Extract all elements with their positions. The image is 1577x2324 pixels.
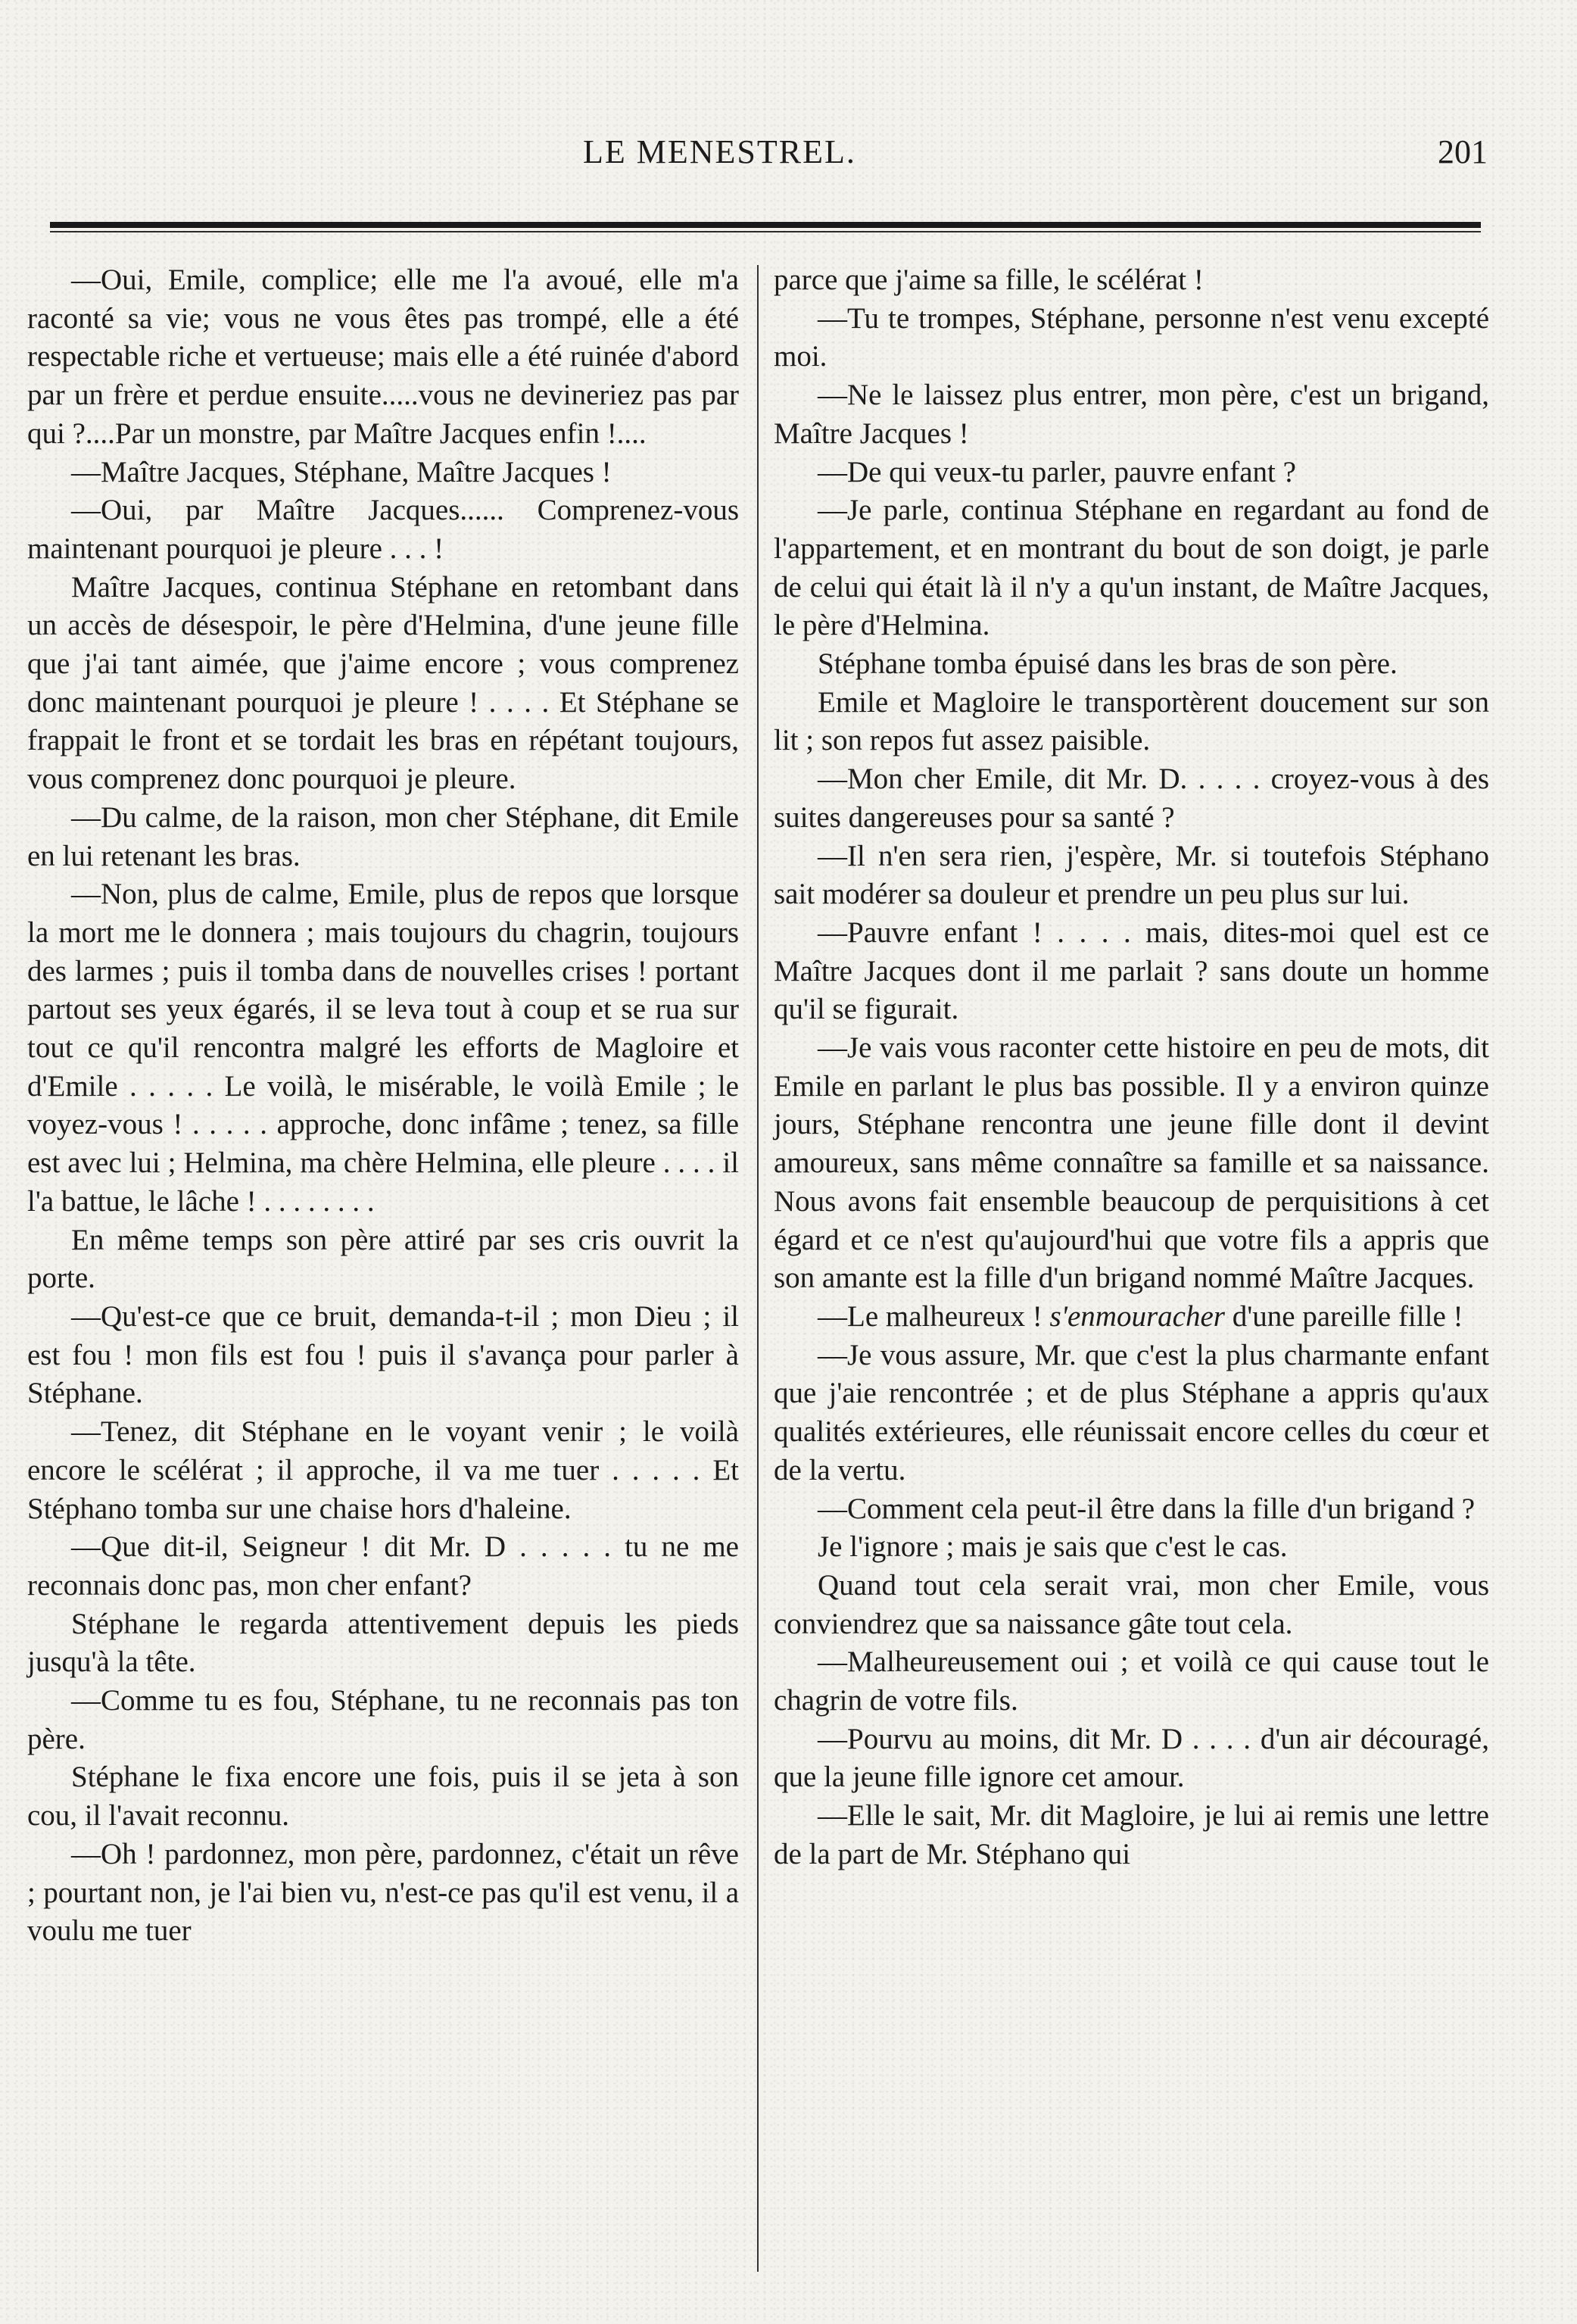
paragraph: —De qui veux-tu parler, pauvre enfant ? <box>818 455 1296 488</box>
paragraph: —Il n'en sera rien, j'espère, Mr. si toutefois Stéphano sait modérer sa douleur et prendre un peu plus sur lui. <box>774 839 1489 911</box>
paragraph: —Non, plus de calme, Emile, plus de repos que lorsque la mort me le donnera ; mais toujours du chagrin, toujours des larmes ; puis il tomba dans de nouvelles crises ! portant partout ses yeux égarés, il se leva tout à coup et se rua sur tout ce qu'il rencontra malgré les efforts de Magloire et d'Emile . . . . . Le voilà, le misérable, le voilà Emile ; le voyez-vous ! . . . . . approche, donc infâme ; tenez, sa fille est avec lui ; Helmina, ma chère Helmina, elle pleure . . . . il l'a battue, le lâche ! . . . . . . . . <box>27 878 739 1218</box>
paragraph: —Tenez, dit Stéphane en le voyant venir ; le voilà encore le scélérat ; il approche, il va me tuer . . . . . Et Stéphano tomba sur une chaise hors d'haleine. <box>27 1415 739 1525</box>
paragraph: —Je vous assure, Mr. que c'est la plus charmante enfant que j'aie rencontrée ; et de plus Stéphane a appris qu'aux qualités extérieures, elle réunissait encore celles du cœur et de la vertu. <box>774 1338 1489 1486</box>
paragraph: Emile et Magloire le transportèrent doucement sur son lit ; son repos fut assez paisible. <box>774 685 1489 757</box>
paragraph: —Mon cher Emile, dit Mr. D. . . . . croyez-vous à des suites dangereuses pour sa santé ? <box>774 763 1489 834</box>
paragraph: —Comment cela peut-il être dans la fille d'un brigand ? <box>818 1492 1475 1525</box>
paragraph: Quand tout cela serait vrai, mon cher Emile, vous conviendrez que sa naissance gâte tout cela. <box>774 1568 1489 1640</box>
paragraph: —Pauvre enfant ! . . . . mais, dites-moi quel est ce Maître Jacques dont il me parlait ? sans doute un homme qu'il se figurait. <box>774 916 1489 1026</box>
paragraph: —Elle le sait, Mr. dit Magloire, je lui ai remis une lettre de la part de Mr. Stéphano qui <box>774 1799 1489 1870</box>
paragraph: —Ne le laissez plus entrer, mon père, c'est un brigand, Maître Jacques ! <box>774 379 1489 450</box>
paragraph: En même temps son père attiré par ses cris ouvrit la porte. <box>27 1223 739 1295</box>
paragraph: —Je vais vous raconter cette histoire en peu de mots, dit Emile en parlant le plus bas possible. Il y a environ quinze jours, Stéphane rencontra une jeune fille dont il devint amoureux, sans même connaître sa famille et sa naissance. Nous avons fait ensemble beaucoup de perquisitions à cet égard et ce n'est qu'aujourd'hui que votre fils a appris que son amante est la fille d'un brigand nommé Maître Jacques. <box>774 1031 1489 1295</box>
paragraph: —Malheureusement oui ; et voilà ce qui cause tout le chagrin de votre fils. <box>774 1646 1489 1717</box>
paragraph: —Pourvu au moins, dit Mr. D . . . . d'un air découragé, que la jeune fille ignore cet amour. <box>774 1722 1489 1794</box>
paragraph: parce que j'aime sa fille, le scélérat ! <box>774 264 1204 296</box>
paragraph: —Je parle, continua Stéphane en regardant au fond de l'appartement, et en montrant du bout de son doigt, je parle de celui qui était là il n'y a qu'un instant, de Maître Jacques, le père d'Helmina. <box>774 494 1489 642</box>
page-header <box>0 133 1577 186</box>
paragraph: —Oh ! pardonnez, mon père, pardonnez, c'était un rêve ; pourtant non, je l'ai bien vu, n'est-ce pas qu'il est venu, il a voulu me tuer <box>27 1837 739 1948</box>
paragraph: Maître Jacques, continua Stéphane en retombant dans un accès de désespoir, le père d'Helmina, d'une jeune fille que j'ai tant aimée, que j'aime encore ; vous comprenez donc maintenant pourquoi je pleure ! . . . . Et Stéphane se frappait le front et se tordait les bras en répétant toujours, vous comprenez donc pourquoi je pleure. <box>27 570 739 796</box>
paragraph: —Tu te trompes, Stéphane, personne n'est venu excepté moi. <box>774 301 1489 373</box>
italic-word: s'enmouracher <box>1049 1299 1225 1333</box>
left-column <box>27 261 739 1951</box>
paragraph-text: —Le malheureux ! <box>818 1299 1050 1333</box>
paragraph: Stéphane tomba épuisé dans les bras de son père. <box>818 647 1398 681</box>
header-rule-thick <box>50 222 1481 228</box>
paragraph-text: d'une pareille fille ! <box>1224 1299 1463 1333</box>
paragraph <box>774 1298 1489 1337</box>
column-divider <box>757 265 759 2272</box>
paragraph: —Du calme, de la raison, mon cher Stéphane, dit Emile en lui retenant les bras. <box>27 800 739 872</box>
right-column <box>774 261 1489 1874</box>
masthead-title: LE MENESTREL. <box>583 133 856 170</box>
paragraph: —Qu'est-ce que ce bruit, demanda-t-il ; mon Dieu ; il est fou ! mon fils est fou ! puis il s'avança pour parler à Stéphane. <box>27 1299 739 1410</box>
paragraph: —Maître Jacques, Stéphane, Maître Jacques ! <box>71 455 612 488</box>
paragraph: Je l'ignore ; mais je sais que c'est le cas. <box>818 1530 1288 1564</box>
paragraph: —Oui, Emile, complice; elle me l'a avoué, elle m'a raconté sa vie; vous ne vous êtes pas trompé, elle a été respectable riche et vertueuse; mais elle a été ruinée d'abord par un frère et perdue ensuite.....vous ne devineriez pas par qui ?....Par un monstre, par Maître Jacques enfin !.... <box>27 264 739 450</box>
paragraph: Stéphane le fixa encore une fois, puis il se jeta à son cou, il l'avait reconnu. <box>27 1761 739 1833</box>
page-number: 201 <box>1438 133 1488 170</box>
paragraph: —Oui, par Maître Jacques...... Comprenez-vous maintenant pourquoi je pleure . . . ! <box>27 494 739 565</box>
paragraph: —Que dit-il, Seigneur ! dit Mr. D . . . . . tu ne me reconnais donc pas, mon cher enfant? <box>27 1530 739 1602</box>
header-rule-thin <box>50 231 1481 232</box>
paragraph: Stéphane le regarda attentivement depuis les pieds jusqu'à la tête. <box>27 1607 739 1679</box>
paragraph: —Comme tu es fou, Stéphane, tu ne reconnais pas ton père. <box>27 1684 739 1755</box>
